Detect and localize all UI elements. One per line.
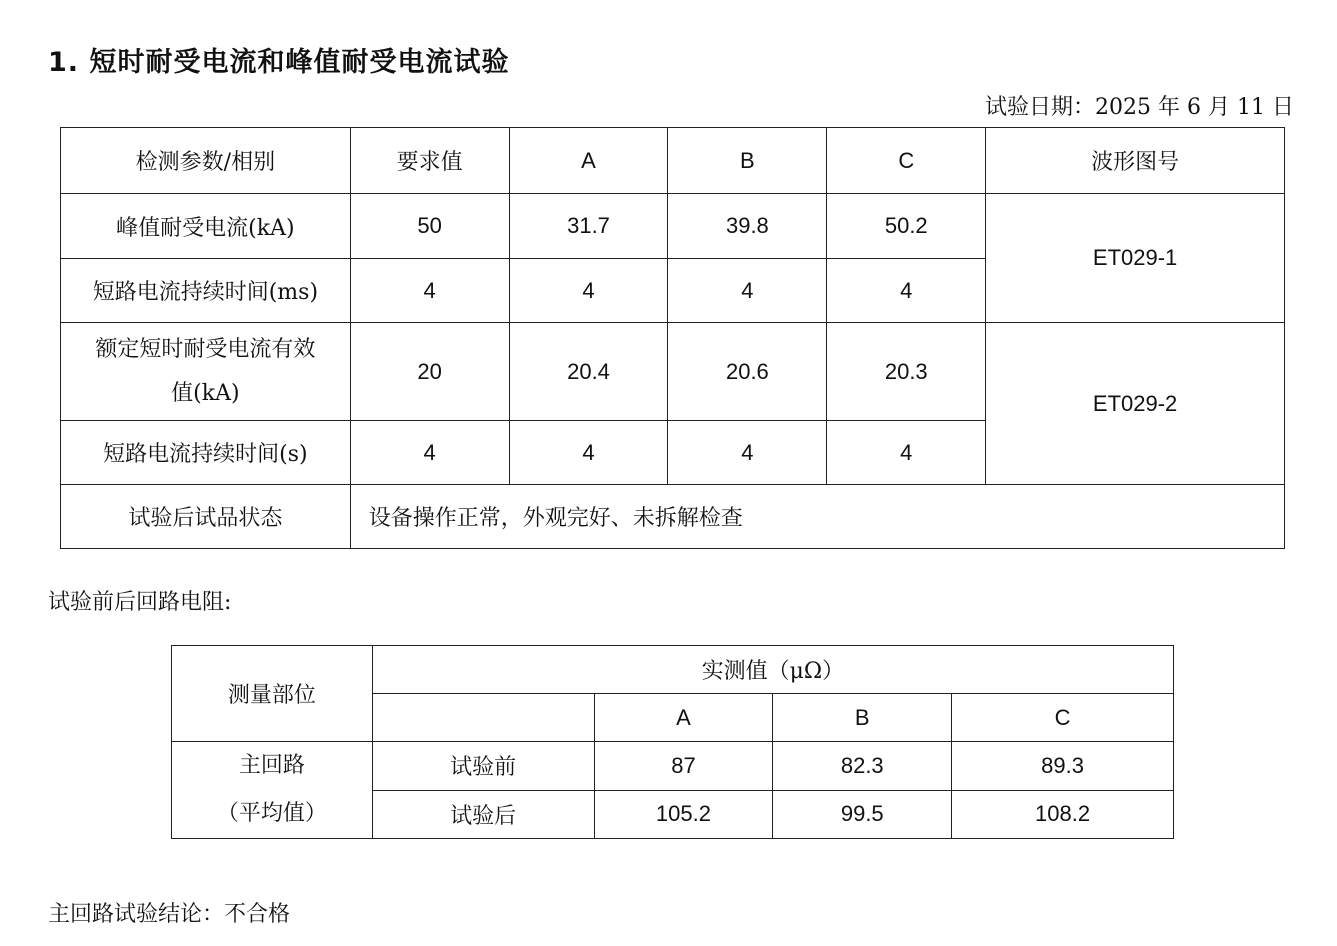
param-line: 额定短时耐受电流有效 (95, 336, 316, 362)
stage-cell: 试验后 (372, 790, 594, 839)
required-cell: 20 (350, 323, 509, 421)
test-date: 试验日期：2025 年 6 月 11 日 (985, 95, 1294, 120)
param-cell (61, 323, 351, 421)
param-cell: 短路电流持续时间(s) (61, 421, 351, 485)
phase-c-cell: 4 (827, 421, 986, 485)
phase-b-cell: 99.5 (773, 790, 952, 839)
loop-label-line: 主回路 (238, 753, 305, 778)
section-title: 1. 短时耐受电流和峰值耐受电流试验 (48, 47, 510, 78)
table-header-row (172, 646, 1174, 694)
param-line: 值(kA) (171, 380, 240, 406)
table-row (61, 485, 1285, 549)
table-row (172, 742, 1174, 791)
phase-c-cell: 89.3 (952, 742, 1174, 791)
table-header-row (61, 128, 1285, 194)
required-cell: 4 (350, 421, 509, 485)
phase-b-cell: 82.3 (773, 742, 952, 791)
phase-b-cell: 39.8 (668, 194, 827, 259)
header-required: 要求值 (350, 128, 509, 194)
empty-header-cell (372, 694, 594, 742)
state-label-cell: 试验后试品状态 (61, 485, 351, 549)
table-row (61, 194, 1285, 259)
header-phase-b: B (668, 128, 827, 194)
stage-cell: 试验前 (372, 742, 594, 791)
phase-a-cell: 105.2 (594, 790, 773, 839)
phase-a-cell: 4 (509, 421, 668, 485)
resistance-caption: 试验前后回路电阻: (48, 590, 232, 615)
header-phase-b: B (773, 694, 952, 742)
header-phase-c: C (952, 694, 1174, 742)
phase-b-cell: 4 (668, 421, 827, 485)
loop-label-cell (172, 742, 373, 839)
required-cell: 50 (350, 194, 509, 259)
table-row (61, 323, 1285, 421)
state-value-cell: 设备操作正常，外观完好、未拆解检查 (350, 485, 1284, 549)
param-cell: 短路电流持续时间(ms) (61, 259, 351, 323)
header-param: 检测参数/相别 (61, 128, 351, 194)
loop-label-line: （平均值） (216, 801, 327, 826)
header-phase-a: A (594, 694, 773, 742)
header-phase-a: A (509, 128, 668, 194)
loop-resistance-table (171, 645, 1174, 839)
position-header: 测量部位 (172, 646, 373, 742)
phase-c-cell: 4 (827, 259, 986, 323)
header-waveform: 波形图号 (986, 128, 1285, 194)
phase-a-cell: 87 (594, 742, 773, 791)
phase-a-cell: 20.4 (509, 323, 668, 421)
phase-b-cell: 4 (668, 259, 827, 323)
phase-a-cell: 4 (509, 259, 668, 323)
header-phase-c: C (827, 128, 986, 194)
conclusion-text: 主回路试验结论：不合格 (48, 902, 291, 927)
param-cell: 峰值耐受电流(kA) (61, 194, 351, 259)
phase-b-cell: 20.6 (668, 323, 827, 421)
phase-c-cell: 20.3 (827, 323, 986, 421)
phase-a-cell: 31.7 (509, 194, 668, 259)
short-time-current-table (60, 127, 1285, 549)
waveform-id-cell: ET029-2 (986, 323, 1285, 485)
waveform-id-cell: ET029-1 (986, 194, 1285, 323)
phase-c-cell: 108.2 (952, 790, 1174, 839)
phase-c-cell: 50.2 (827, 194, 986, 259)
required-cell: 4 (350, 259, 509, 323)
measured-header: 实测值（μΩ） (372, 646, 1173, 694)
